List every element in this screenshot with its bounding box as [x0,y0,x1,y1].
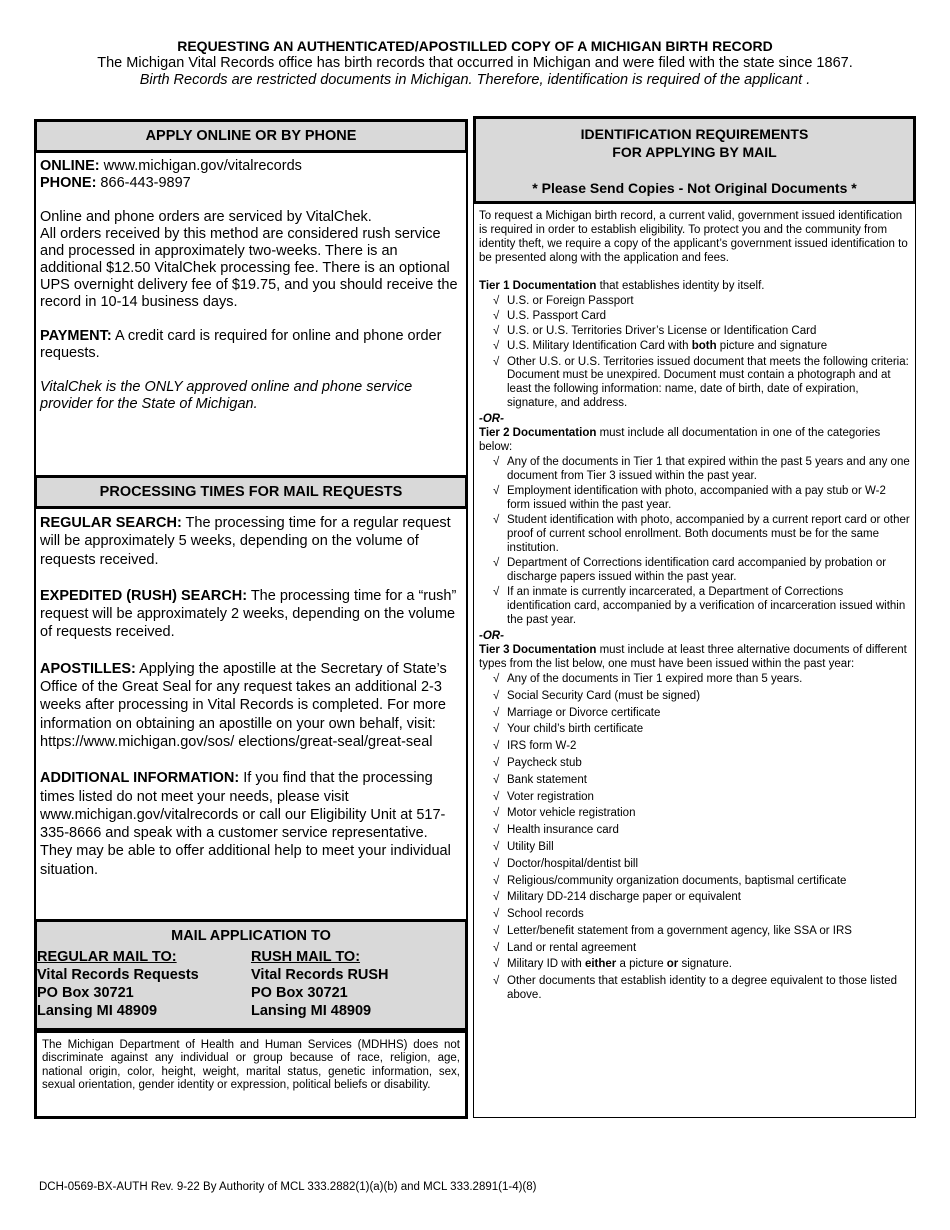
list-item [493,824,910,838]
check-icon: √ [493,941,500,954]
tier2-label: Tier 2 Documentation [479,427,597,440]
tier1-heading [479,279,910,293]
check-icon: √ [493,340,500,353]
check-icon: √ [493,309,500,322]
additional-info-label: ADDITIONAL INFORMATION: [40,770,240,787]
or-separator: -OR- [479,413,504,426]
payment-line [40,328,462,362]
list-item [493,340,910,354]
check-icon: √ [493,756,500,769]
phone-number: 866-443-9897 [96,175,191,191]
additional-info-text: If you find that the processing times listed do not meet your needs, please visit www.michigan.gov/vitalrecords or call our Eligibility Unit at 517-335-8666 and speak with a customer service representative. They may be able to offer additional help to meet your individual situation. [40,770,451,878]
check-icon: √ [493,958,500,971]
list-item-text: Land or rental agreement [507,941,637,954]
list-item [493,295,910,309]
regular-mail-line2: PO Box 30721 [37,985,134,1001]
list-item-text: Voter registration [507,790,594,803]
list-item-text: U.S. or Foreign Passport [507,294,634,307]
list-item [493,791,910,805]
id-requirements-section [473,204,916,1118]
text-emphasis: both [691,340,717,353]
check-icon: √ [493,807,500,820]
list-item [493,942,910,956]
list-item [493,774,910,788]
vitalchek-note-text: VitalChek is the ONLY approved online and phone service provider for the State of Michigan. [40,379,413,412]
rush-mail-label: RUSH MAIL TO: [251,949,361,965]
text-fragment: a picture [616,958,667,971]
list-item [493,310,910,324]
id-heading-line1: IDENTIFICATION REQUIREMENTS [580,126,809,142]
list-item-text: U.S. or U.S. Territories Driver’s License or Identification Card [507,325,817,338]
check-icon: √ [493,706,500,719]
check-icon: √ [493,723,500,736]
regular-mail-line1: Vital Records Requests [37,967,199,983]
list-item [493,975,910,1003]
processing-section [34,509,468,921]
list-item [493,690,910,704]
list-item [493,356,910,411]
nondiscrimination-statement: The Michigan Department of Health and Human Services (MDHHS) does not discriminate against any individual or group because of race, religion, age, national origin, color, height, weight, marital status, genetic information, sex, sexual orientation, gender identity or expression, political beliefs or disability. [34,1031,468,1119]
tier3-list [479,673,910,1003]
apostilles-text: Applying the apostille at the Secretary of State’s Office of the Great Seal for any request takes an additional 2-3 weeks after processing in Vital Records is completed. For more information on obtaining an apostille on your own behalf, visit: https://www.michigan.gov/sos/ elections/great-seal/great-seal [40,660,447,750]
regular-mail-address [37,948,251,1020]
rush-search-text: The processing time for a “rush” request will be approximately 2 weeks, depending on the volume of requests received. [40,587,457,641]
regular-mail-line3: Lansing MI 48909 [37,1003,158,1019]
list-item [493,807,910,821]
additional-info [40,769,462,879]
text-fragment: U.S. Military Identification Card with [507,340,692,353]
rush-service-text: All orders received by this method are considered rush service and processed in approximately two-weeks. There is an additional $12.50 VitalChek processing fee. There is an optional UPS overnight delivery fee of $19.75, and you should receive the record in 10-14 business days. [40,226,458,310]
check-icon: √ [493,840,500,853]
document-note: Birth Records are restricted documents in Michigan. Therefore, identification is required of the applicant . [139,72,811,88]
rush-mail-line3: Lansing MI 48909 [251,1003,372,1019]
list-item [493,456,910,484]
tier1-text: that establishes identity by itself. [596,280,765,292]
list-item [493,858,910,872]
payment-text: A credit card is required for online and phone order requests. [40,328,442,361]
list-item [493,875,910,889]
phone-line [40,175,462,192]
list-item-text: Motor vehicle registration [507,807,636,820]
online-url[interactable]: www.michigan.gov/vitalrecords [99,158,302,174]
list-item-text: IRS form W-2 [507,740,577,753]
list-item [493,673,910,687]
text-emphasis: either [584,958,617,971]
tier2-heading [479,426,910,454]
list-item [493,485,910,513]
id-heading-line2: FOR APPLYING BY MAIL [612,144,777,160]
check-icon: √ [493,556,500,569]
list-item-text: Employment identification with photo, accompanied with a pay stub or W-2 form issued within the past year. [507,484,886,511]
vitalchek-intro: Online and phone orders are serviced by VitalChek. [40,209,372,225]
check-icon: √ [493,874,500,887]
check-icon: √ [493,975,500,988]
regular-mail-label: REGULAR MAIL TO: [37,949,177,965]
check-icon: √ [493,355,500,368]
online-line [40,158,462,175]
id-intro: To request a Michigan birth record, a current valid, government issued identification is required in order to establish eligibility. To protect you and the community from identity theft, we require a copy of the applicant’s government issued identification to be presented along with the application and fees. [479,210,908,264]
rush-mail-line1: Vital Records RUSH [251,967,389,983]
tier3-heading [479,643,910,671]
list-item-text: Utility Bill [507,840,554,853]
list-item-text: Social Security Card (must be signed) [507,689,701,702]
apply-online-section [34,153,468,477]
check-icon: √ [493,790,500,803]
tier3-text: must include at least three alternative documents of different types from the list below, one must have been issued within the past year: [479,643,907,670]
check-icon: √ [493,325,500,338]
check-icon: √ [493,891,500,904]
list-item-text: Your child’s birth certificate [507,723,644,736]
list-item [493,958,910,972]
list-item [493,841,910,855]
list-item-text: Department of Corrections identification card accompanied by probation or discharge papers issued within the past year. [507,556,887,583]
list-item-text: Military DD-214 discharge paper or equivalent [507,891,741,904]
text-fragment: signature. [678,958,732,971]
check-icon: √ [493,773,500,786]
list-item-text: Any of the documents in Tier 1 expired more than 5 years. [507,672,803,685]
rush-search [40,587,462,642]
list-item-text: If an inmate is currently incarcerated, a Department of Corrections identification card, accompanied by a verification of incarceration issued within the past year. [507,586,906,626]
check-icon: √ [493,740,500,753]
list-item [493,325,910,339]
list-item [493,891,910,905]
list-item-text: Religious/community organization documents, baptismal certificate [507,874,847,887]
document-header [0,38,950,89]
regular-search [40,514,462,569]
list-item-text: Any of the documents in Tier 1 that expired within the past 5 years and any one document from Tier 3 issued within the past year. [507,455,910,482]
check-icon: √ [493,908,500,921]
regular-search-label: REGULAR SEARCH: [40,515,182,531]
text-fragment: picture and signature [716,340,828,353]
list-item [493,908,910,922]
document-title: REQUESTING AN AUTHENTICATED/APOSTILLED COPY OF A MICHIGAN BIRTH RECORD [177,38,773,54]
check-icon: √ [493,857,500,870]
list-item [493,586,910,627]
rush-mail-address [251,948,465,1020]
apostilles-label: APOSTILLES: [40,660,136,677]
list-item-text: Letter/benefit statement from a government agency, like SSA or IRS [507,924,852,937]
processing-heading: PROCESSING TIMES FOR MAIL REQUESTS [34,475,468,509]
check-icon: √ [493,672,500,685]
or-separator: -OR- [479,629,504,642]
list-item [493,925,910,939]
check-icon: √ [493,484,500,497]
mail-application-section [34,919,468,1031]
form-footer: DCH-0569-BX-AUTH Rev. 9-22 By Authority of MCL 333.2882(1)(a)(b) and MCL 333.2891(1-4)(8) [39,1181,537,1193]
list-item [493,707,910,721]
text-fragment: Military ID with [507,958,585,971]
check-icon: √ [493,689,500,702]
id-requirements-heading [473,116,916,204]
check-icon: √ [493,455,500,468]
online-label: ONLINE: [40,158,100,174]
list-item-text: Other U.S. or U.S. Territories issued document that meets the following criteria: Document must be unexpired. Document must contain a photograph and at least the following information: name, date of birth, date of expiration, signature, and address. [507,355,909,410]
list-item [493,514,910,555]
tier1-list [479,295,910,411]
apply-online-heading: APPLY ONLINE OR BY PHONE [34,119,468,153]
list-item-text: Student identification with photo, accompanied by a current report card or other proof of current school enrollment. Both documents must be for the same institution. [507,514,910,554]
list-item-text [507,958,732,970]
check-icon: √ [493,824,500,837]
list-item-text: Marriage or Divorce certificate [507,706,661,719]
rush-mail-line2: PO Box 30721 [251,985,348,1001]
check-icon: √ [493,586,500,599]
regular-search-text: The processing time for a regular request will be approximately 5 weeks, depending on the volume of requests received. [40,515,451,568]
tier3-label: Tier 3 Documentation [479,643,597,656]
list-item-text: Doctor/hospital/dentist bill [507,857,639,870]
list-item-text: School records [507,908,584,921]
text-emphasis: or [666,958,679,971]
rush-search-label: EXPEDITED (RUSH) SEARCH: [40,587,248,604]
mail-heading: MAIL APPLICATION TO [171,928,331,944]
list-item-text: Paycheck stub [507,756,582,769]
phone-label: PHONE: [40,175,97,191]
list-item [493,740,910,754]
list-item-text: U.S. Passport Card [507,309,607,322]
payment-label: PAYMENT: [40,328,112,344]
vitalchek-note [40,379,462,413]
apostilles [40,660,462,751]
check-icon: √ [493,924,500,937]
list-item [493,757,910,771]
list-item [493,723,910,737]
list-item-text: Bank statement [507,773,587,786]
list-item [493,557,910,585]
list-item-text: Other documents that establish identity to a degree equivalent to those listed above. [507,975,897,1002]
tier1-label: Tier 1 Documentation [479,280,597,292]
list-item-text: Health insurance card [507,824,619,837]
tier2-text: must include all documentation in one of the categories below: [479,427,881,454]
list-item-text [507,340,827,352]
id-heading-note: * Please Send Copies - Not Original Documents * [532,180,857,196]
document-subtitle: The Michigan Vital Records office has birth records that occurred in Michigan and were filed with the state since 1867. [97,55,853,71]
tier2-list [479,456,910,628]
check-icon: √ [493,514,500,527]
check-icon: √ [493,294,500,307]
